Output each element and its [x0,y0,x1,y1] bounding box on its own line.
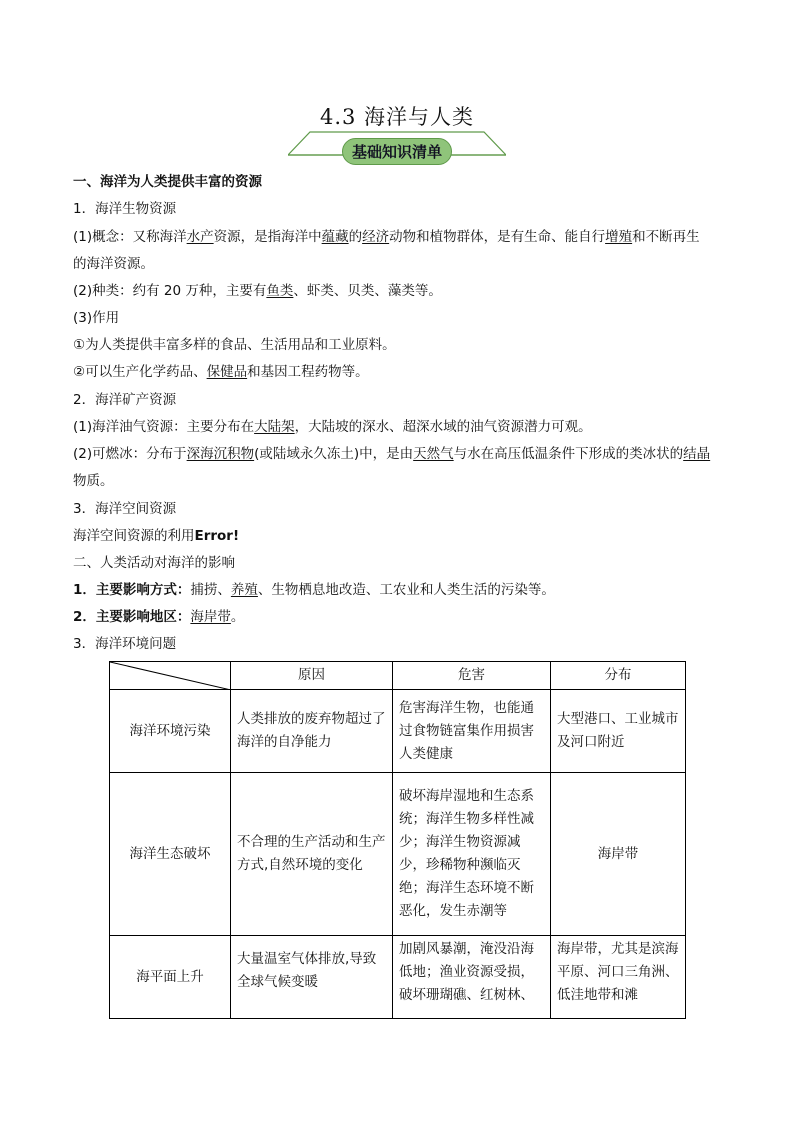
impact-mode: 1．主要影响方式：捕捞、养殖、生物栖息地改造、工农业和人类生活的污染等。 [73,582,555,598]
header-cause: 原因 [231,662,393,690]
row-cause: 人类排放的废弃物超过了海洋的自净能力 [231,690,393,773]
basic-knowledge-badge: 基础知识清单 [342,138,452,165]
combustible-ice-cont: 物质。 [73,473,114,489]
diagonal-header-cell [110,662,231,690]
bio-definition-cont: 的海洋资源。 [73,256,154,272]
oil-gas: (1)海洋油气资源：主要分布在大陆架，大陆坡的深水、超深水域的油气资源潜力可观。 [73,419,592,435]
bio-role-2: ②可以生产化学药品、保健品和基因工程药物等。 [73,364,369,380]
table-row [110,773,686,936]
row-harm: 危害海洋生物，也能通过食物链富集作用损害人类健康 [393,690,551,773]
section-1-heading: 一、海洋为人类提供丰富的资源 [73,174,262,190]
combustible-ice: (2)可燃冰：分布于深海沉积物(或陆域永久冻土)中，是由天然气与水在高压低温条件下形成的类冰状的结晶 [73,446,711,462]
subheading-bio: 1．海洋生物资源 [73,201,177,217]
header-harm: 危害 [393,662,551,690]
row-cause: 不合理的生产活动和生产方式,自然环境的变化 [231,773,393,936]
bio-role-1: ①为人类提供丰富多样的食品、生活用品和工业原料。 [73,337,396,353]
env-problems-table [109,661,686,1019]
impact-area: 2．主要影响地区：海岸带。 [73,609,245,625]
table-header-row [110,662,686,690]
row-cause: 大量温室气体排放,导致全球气候变暖 [231,936,393,1019]
space-usage: 海洋空间资源的利用Error! [73,528,240,544]
table-row [110,936,686,1019]
page-title: 4.3 海洋与人类 [319,105,475,129]
row-name: 海平面上升 [110,936,231,1019]
env-problems-heading: 3．海洋环境问题 [73,636,177,652]
section-2-heading: 二、人类活动对海洋的影响 [73,555,235,571]
row-name: 海洋环境污染 [110,690,231,773]
row-distribution: 海岸带，尤其是滨海平原、河口三角洲、低洼地带和滩 [551,936,686,1019]
row-distribution: 大型港口、工业城市及河口附近 [551,690,686,773]
table-row [110,690,686,773]
subheading-space: 3．海洋空间资源 [73,501,177,517]
row-harm: 加剧风暴潮，淹没沿海低地；渔业资源受损，破坏珊瑚礁、红树林、 [393,936,551,1019]
row-distribution: 海岸带 [551,773,686,936]
row-name: 海洋生态破坏 [110,773,231,936]
header-distribution: 分布 [551,662,686,690]
bio-kinds: (2)种类：约有 20 万种，主要有鱼类、虾类、贝类、藻类等。 [73,283,442,299]
section-banner [288,130,506,170]
row-harm: 破坏海岸湿地和生态系统；海洋生物多样性减少；海洋生物资源减少，珍稀物种濒临灭绝；海洋生态环境不断恶化，发生赤潮等 [393,773,551,936]
bio-definition: (1)概念：又称海洋水产资源，是指海洋中蕴藏的经济动物和植物群体，是有生命、能自行增殖和不断再生 [73,229,700,245]
bio-role-title: (3)作用 [73,310,120,326]
subheading-mineral: 2．海洋矿产资源 [73,392,177,408]
